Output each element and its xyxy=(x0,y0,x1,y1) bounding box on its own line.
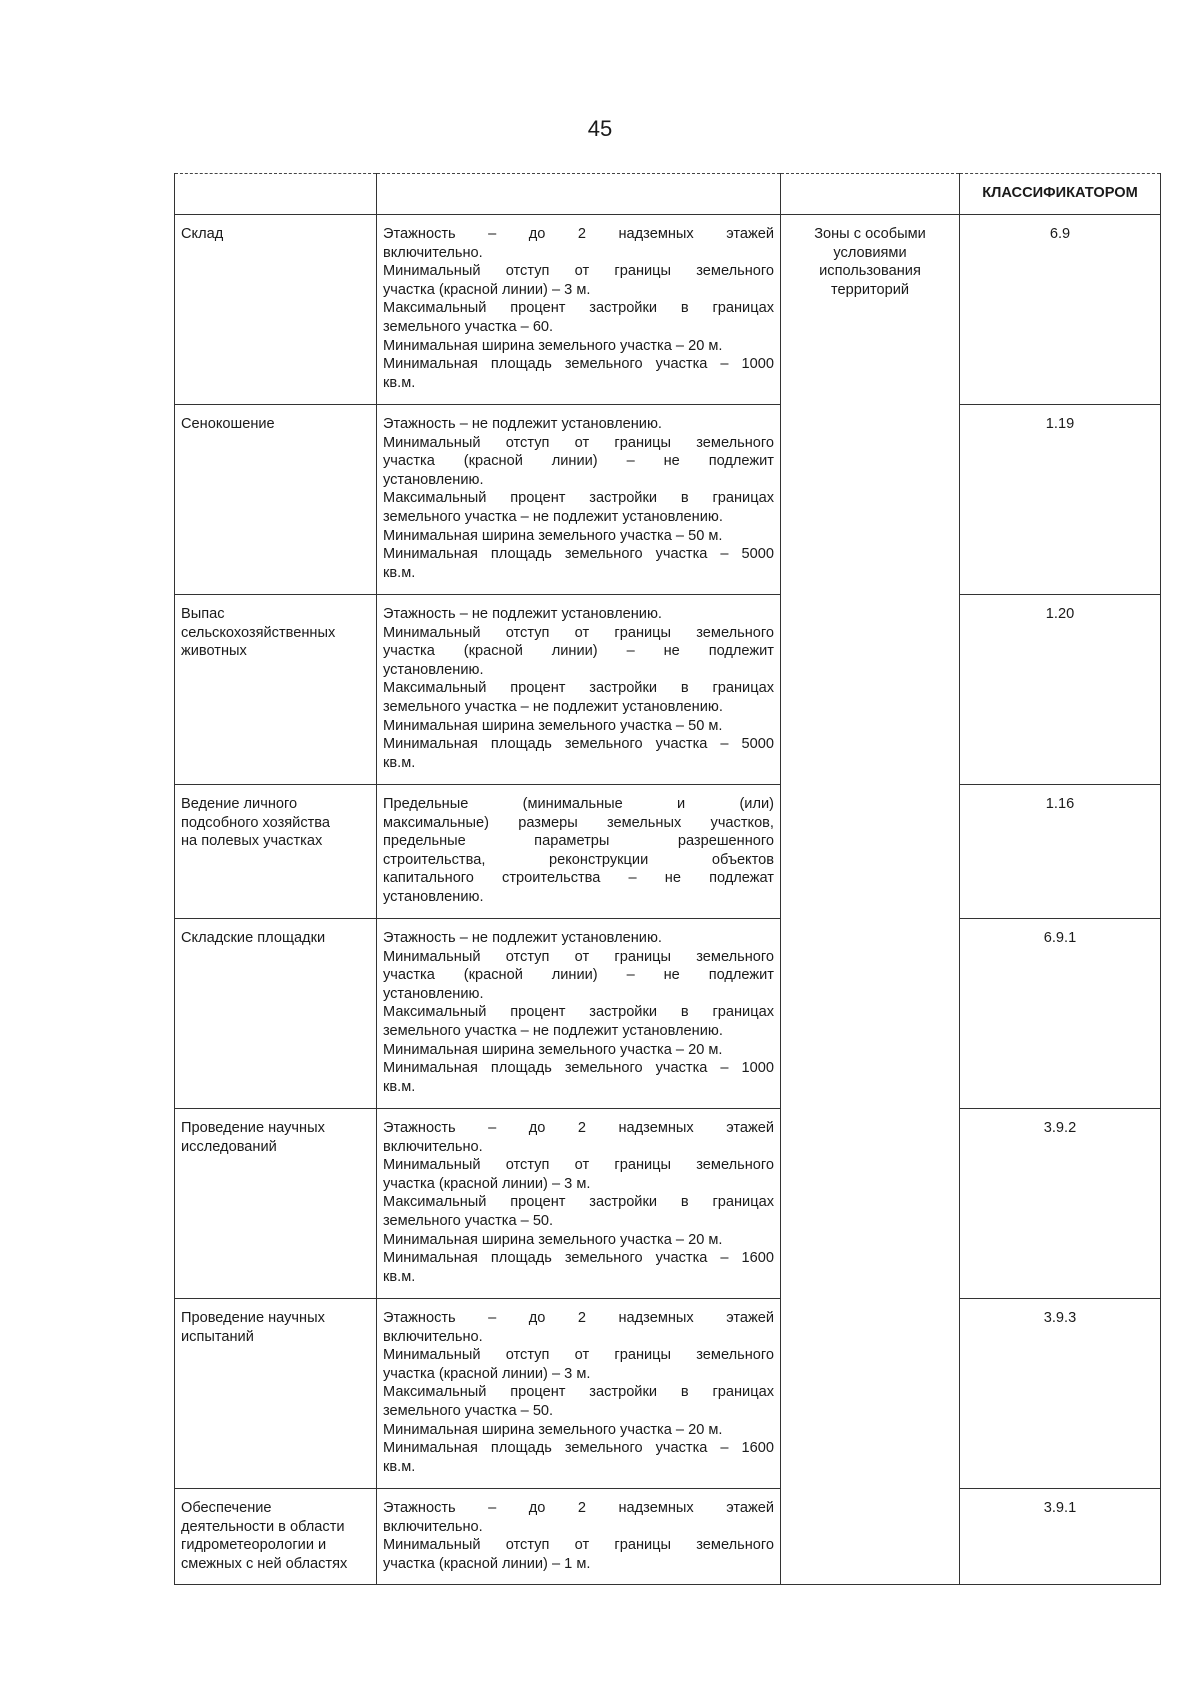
regulations-table xyxy=(174,173,1161,1585)
classifier-code-cell: 3.9.3 xyxy=(960,1299,1161,1489)
header-cell-zones xyxy=(781,174,960,215)
parameter-line: включительно. xyxy=(383,1328,483,1345)
zones-line: условиями xyxy=(833,244,907,261)
parameters-cell xyxy=(377,785,781,919)
parameter-line: Предельные (минимальные и (или) xyxy=(383,796,774,812)
parameter-line: предельные параметры разрешенного xyxy=(383,833,774,850)
parameter-line: Этажность – не подлежит установлению. xyxy=(383,416,662,432)
parameter-line: участка (красной линии) – 3 м. xyxy=(383,281,591,298)
parameter-line: установлению. xyxy=(383,471,484,488)
parameter-line: Этажность – до 2 надземных этажей xyxy=(383,226,774,242)
parameter-line: Минимальная ширина земельного участка – 50 м. xyxy=(383,527,723,544)
use-name-line: Склад xyxy=(181,226,224,242)
zones-line: Зоны с особыми xyxy=(814,226,926,242)
parameter-line: земельного участка – 50. xyxy=(383,1212,554,1229)
use-name-cell xyxy=(175,919,377,1109)
classifier-code-cell: 1.19 xyxy=(960,405,1161,595)
parameter-line: участка (красной линии) – не подлежит xyxy=(383,643,774,660)
parameter-line: земельного участка – не подлежит установлению. xyxy=(383,508,723,525)
parameter-line: строительства, реконструкции объектов xyxy=(383,851,774,868)
parameters-cell xyxy=(377,215,781,405)
table-row xyxy=(175,1109,1161,1299)
parameter-line: участка (красной линии) – 1 м. xyxy=(383,1555,591,1572)
use-name-line: испытаний xyxy=(181,1328,254,1345)
table-row xyxy=(175,1299,1161,1489)
classifier-code-cell: 1.16 xyxy=(960,785,1161,919)
parameter-line: Этажность – не подлежит установлению. xyxy=(383,930,662,946)
parameter-line: Минимальная ширина земельного участка – 20 м. xyxy=(383,1231,723,1248)
parameter-line: кв.м. xyxy=(383,1458,416,1475)
use-name-cell xyxy=(175,1489,377,1585)
zones-line: использования xyxy=(819,263,921,280)
parameter-line: земельного участка – 60. xyxy=(383,318,554,335)
parameter-line: Минимальная площадь земельного участка – 1600 xyxy=(383,1440,774,1457)
parameter-line: Минимальный отступ от границы земельного xyxy=(383,1347,774,1364)
parameter-line: установлению. xyxy=(383,661,484,678)
parameter-line: Минимальная площадь земельного участка – 1600 xyxy=(383,1250,774,1267)
use-name-cell xyxy=(175,785,377,919)
zones-cell xyxy=(781,215,960,1585)
parameter-line: Этажность – до 2 надземных этажей xyxy=(383,1120,774,1136)
zones-line: территорий xyxy=(830,281,910,298)
parameter-line: кв.м. xyxy=(383,374,416,391)
parameter-line: Максимальный процент застройки в границах xyxy=(383,680,774,697)
parameter-line: Минимальная площадь земельного участка – 1000 xyxy=(383,1060,774,1077)
use-name-cell xyxy=(175,1109,377,1299)
table-row xyxy=(175,919,1161,1109)
use-name-line: Проведение научных xyxy=(181,1310,325,1326)
parameters-cell xyxy=(377,1299,781,1489)
parameter-line: Максимальный процент застройки в границах xyxy=(383,300,774,317)
parameter-line: Минимальная ширина земельного участка – 50 м. xyxy=(383,717,723,734)
parameter-line: Минимальная ширина земельного участка – 20 м. xyxy=(383,337,723,354)
parameter-line: участка (красной линии) – не подлежит xyxy=(383,453,774,470)
use-name-line: смежных с ней областях xyxy=(181,1555,348,1572)
use-name-line: Выпас xyxy=(181,606,225,622)
parameter-line: Минимальный отступ от границы земельного xyxy=(383,1157,774,1174)
parameter-line: земельного участка – 50. xyxy=(383,1402,554,1419)
table-header-row xyxy=(175,174,1161,215)
page-number: 45 xyxy=(587,116,613,141)
use-name-line: подсобного хозяйства xyxy=(181,814,331,831)
parameter-line: Минимальная площадь земельного участка – 1000 xyxy=(383,356,774,373)
parameter-line: Минимальная площадь земельного участка – 5000 xyxy=(383,546,774,563)
parameter-line: капитального строительства – не подлежат xyxy=(383,870,774,887)
parameter-line: Минимальный отступ от границы земельного xyxy=(383,948,774,965)
parameters-cell xyxy=(377,1109,781,1299)
parameter-line: Максимальный процент застройки в границах xyxy=(383,1004,774,1021)
parameter-line: включительно. xyxy=(383,244,483,261)
use-name-line: Сенокошение xyxy=(181,416,275,432)
parameter-line: Минимальная площадь земельного участка – 5000 xyxy=(383,736,774,753)
classifier-code-cell: 6.9.1 xyxy=(960,919,1161,1109)
parameter-line: установлению. xyxy=(383,985,484,1002)
parameter-line: кв.м. xyxy=(383,564,416,581)
parameter-line: Максимальный процент застройки в границах xyxy=(383,1194,774,1211)
parameter-line: кв.м. xyxy=(383,1268,416,1285)
classifier-code-cell: 3.9.2 xyxy=(960,1109,1161,1299)
use-name-cell xyxy=(175,405,377,595)
parameter-line: Минимальная ширина земельного участка – 20 м. xyxy=(383,1041,723,1058)
parameter-line: Минимальная ширина земельного участка – 20 м. xyxy=(383,1421,723,1438)
use-name-cell xyxy=(175,215,377,405)
use-name-line: Проведение научных xyxy=(181,1120,325,1136)
parameter-line: кв.м. xyxy=(383,754,416,771)
parameter-line: Этажность – до 2 надземных этажей xyxy=(383,1310,774,1326)
parameter-line: установлению. xyxy=(383,888,484,905)
parameters-cell xyxy=(377,1489,781,1585)
table-row xyxy=(175,595,1161,785)
header-cell-name xyxy=(175,174,377,215)
parameter-line: Максимальный процент застройки в границах xyxy=(383,490,774,507)
parameter-line: Этажность – не подлежит установлению. xyxy=(383,606,662,622)
parameter-line: участка (красной линии) – 3 м. xyxy=(383,1365,591,1382)
use-name-line: гидрометеорологии и xyxy=(181,1537,327,1554)
table-row xyxy=(175,1489,1161,1585)
use-name-line: на полевых участках xyxy=(181,833,323,850)
classifier-code-cell: 1.20 xyxy=(960,595,1161,785)
use-name-line: животных xyxy=(181,643,247,660)
parameter-line: Максимальный процент застройки в границах xyxy=(383,1384,774,1401)
parameter-line: Этажность – до 2 надземных этажей xyxy=(383,1500,774,1516)
table-row xyxy=(175,405,1161,595)
use-name-line: Ведение личного xyxy=(181,796,298,812)
parameter-line: кв.м. xyxy=(383,1078,416,1095)
header-cell-classifier: КЛАССИФИКАТОРОМ xyxy=(960,174,1161,215)
use-name-cell xyxy=(175,1299,377,1489)
parameter-line: Минимальный отступ от границы земельного xyxy=(383,624,774,641)
parameter-line: земельного участка – не подлежит установлению. xyxy=(383,1022,723,1039)
use-name-line: сельскохозяйственных xyxy=(181,624,336,641)
use-name-line: Обеспечение xyxy=(181,1500,272,1516)
parameter-line: Минимальный отступ от границы земельного xyxy=(383,1537,774,1554)
table-row xyxy=(175,785,1161,919)
parameter-line: участка (красной линии) – не подлежит xyxy=(383,967,774,984)
parameter-line: включительно. xyxy=(383,1518,483,1535)
parameters-cell xyxy=(377,595,781,785)
parameter-line: включительно. xyxy=(383,1138,483,1155)
use-name-line: деятельности в области xyxy=(181,1518,345,1535)
classifier-code-cell: 3.9.1 xyxy=(960,1489,1161,1585)
classifier-code-cell: 6.9 xyxy=(960,215,1161,405)
parameter-line: участка (красной линии) – 3 м. xyxy=(383,1175,591,1192)
parameters-cell xyxy=(377,919,781,1109)
use-name-line: исследований xyxy=(181,1138,277,1155)
parameter-line: максимальные) размеры земельных участков, xyxy=(383,814,774,831)
header-cell-params xyxy=(377,174,781,215)
table-body xyxy=(175,215,1161,1585)
table-row xyxy=(175,215,1161,405)
parameters-cell xyxy=(377,405,781,595)
parameter-line: Минимальный отступ от границы земельного xyxy=(383,263,774,280)
use-name-cell xyxy=(175,595,377,785)
parameter-line: земельного участка – не подлежит установлению. xyxy=(383,698,723,715)
use-name-line: Складские площадки xyxy=(181,930,326,946)
parameter-line: Минимальный отступ от границы земельного xyxy=(383,434,774,451)
